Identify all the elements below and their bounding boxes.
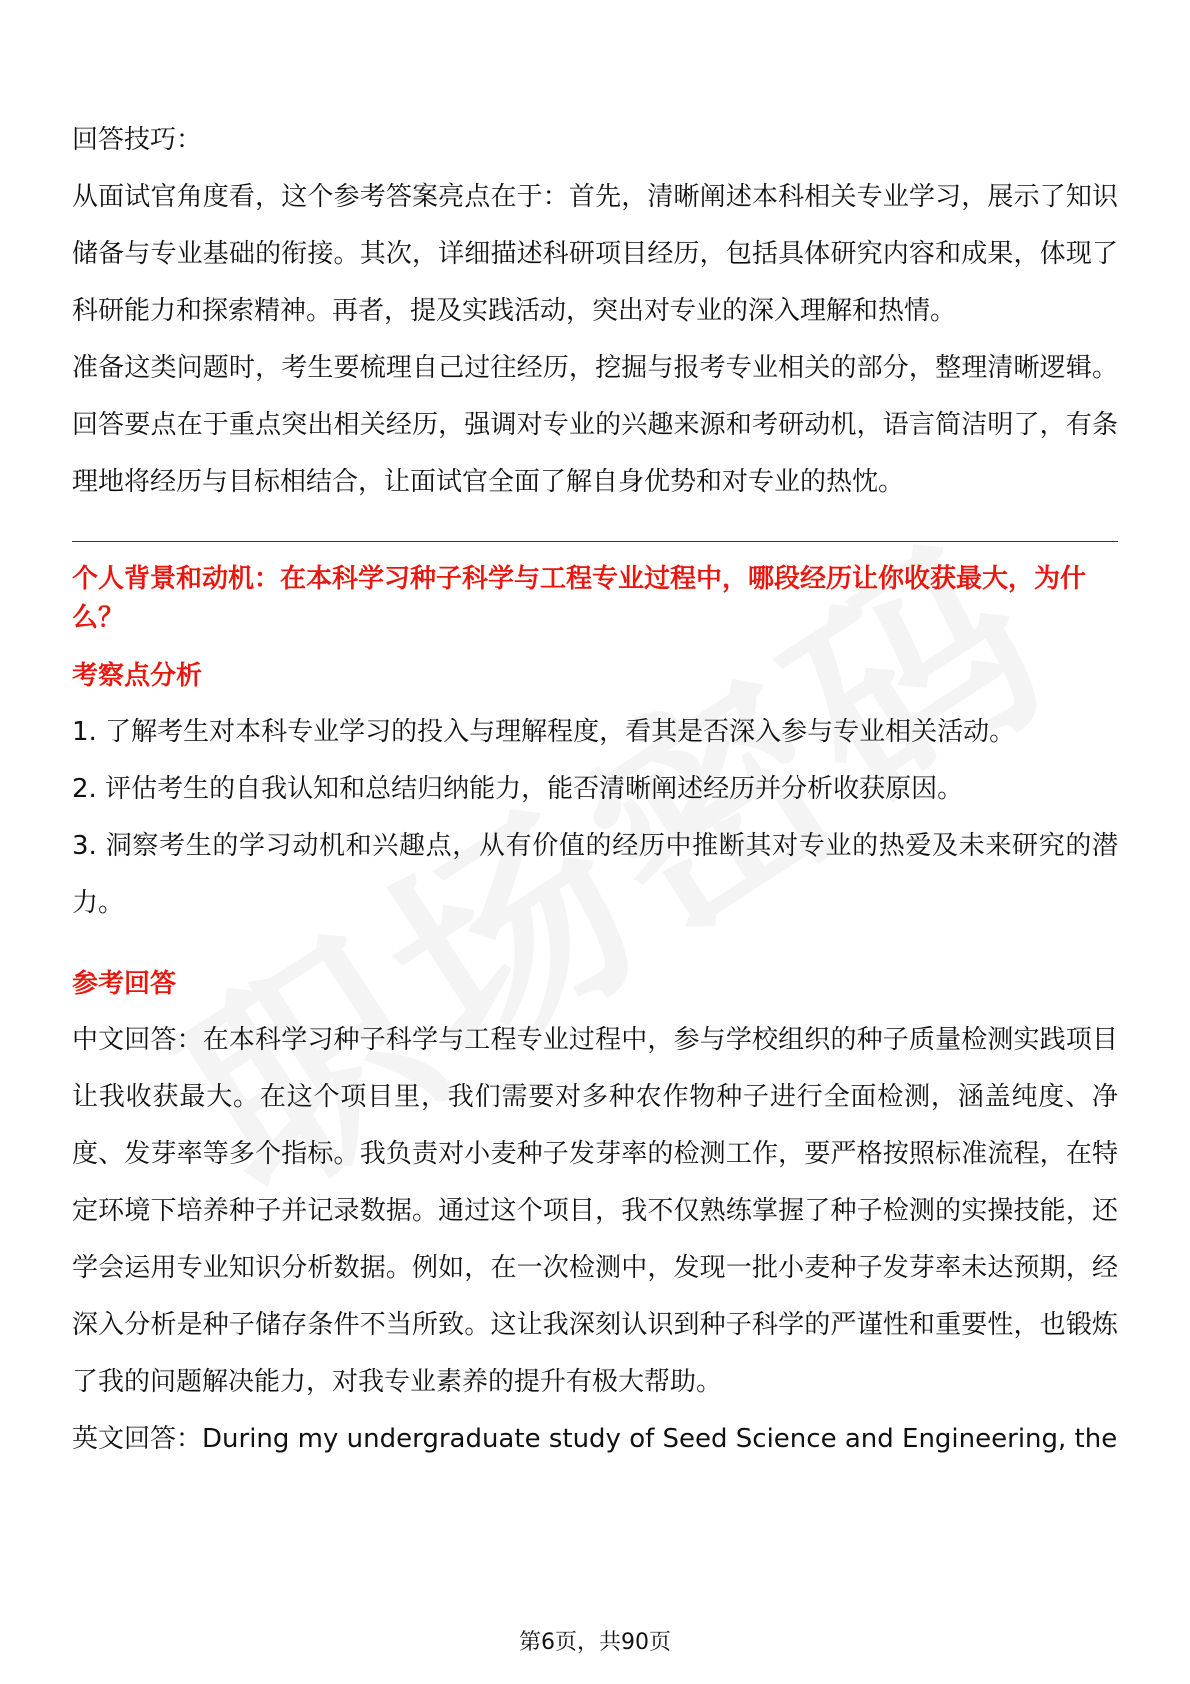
analysis-heading: 考察点分析 bbox=[72, 661, 203, 691]
tips-paragraph-1: 从面试官角度看，这个参考答案亮点在于：首先，清晰阐述本科相关专业学习，展示了知识储备与专业基础的衔接。其次，详细描述科研项目经历，包括具体研究内容和成果，体现了科研能力和探索精神。再者，提及实践活动，突出对专业的深入理解和热情。 bbox=[72, 182, 1118, 326]
reference-chinese-answer: 中文回答：在本科学习种子科学与工程专业过程中，参与学校组织的种子质量检测实践项目让我收获最大。在这个项目里，我们需要对多种农作物种子进行全面检测，涵盖纯度、净度、发芽率等多个指标。我负责对小麦种子发芽率的检测工作，要严格按照标准流程，在特定环境下培养种子并记录数据。通过这个项目，我不仅熟练掌握了种子检测的实操技能，还学会运用专业知识分析数据。例如，在一次检测中，发现一批小麦种子发芽率未达预期，经深入分析是种子储存条件不当所致。这让我深刻认识到种子科学的严谨性和重要性，也锻炼了我的问题解决能力，对我专业素养的提升有极大帮助。 bbox=[72, 1025, 1118, 1397]
reference-heading: 参考回答 bbox=[72, 969, 177, 999]
analysis-list bbox=[72, 704, 1118, 932]
analysis-item: 3. 洞察考生的学习动机和兴趣点，从有价值的经历中推断其对专业的热爱及未来研究的潜力。 bbox=[72, 831, 1118, 918]
page-number: 第6页，共90页 bbox=[519, 1630, 671, 1655]
section-divider bbox=[72, 541, 1118, 542]
tips-paragraph-2: 准备这类问题时，考生要梳理自己过往经历，挖掘与报考专业相关的部分，整理清晰逻辑。回答要点在于重点突出相关经历，强调对专业的兴趣来源和考研动机，语言简洁明了，有条理地将经历与目标相结合，让面试官全面了解自身优势和对专业的热忱。 bbox=[72, 353, 1118, 497]
page-content bbox=[72, 112, 1118, 1468]
tips-heading: 回答技巧： bbox=[72, 125, 203, 155]
question-title: 个人背景和动机：在本科学习种子科学与工程专业过程中，哪段经历让你收获最大，为什么？ bbox=[72, 564, 1087, 633]
analysis-item: 2. 评估考生的自我认知和总结归纳能力，能否清晰阐述经历并分析收获原因。 bbox=[72, 774, 964, 804]
reference-english-answer: 英文回答：During my undergraduate study of Seed Science and Engineering, the bbox=[72, 1424, 1118, 1454]
analysis-item: 1. 了解考生对本科专业学习的投入与理解程度，看其是否深入参与专业相关活动。 bbox=[72, 717, 1016, 747]
